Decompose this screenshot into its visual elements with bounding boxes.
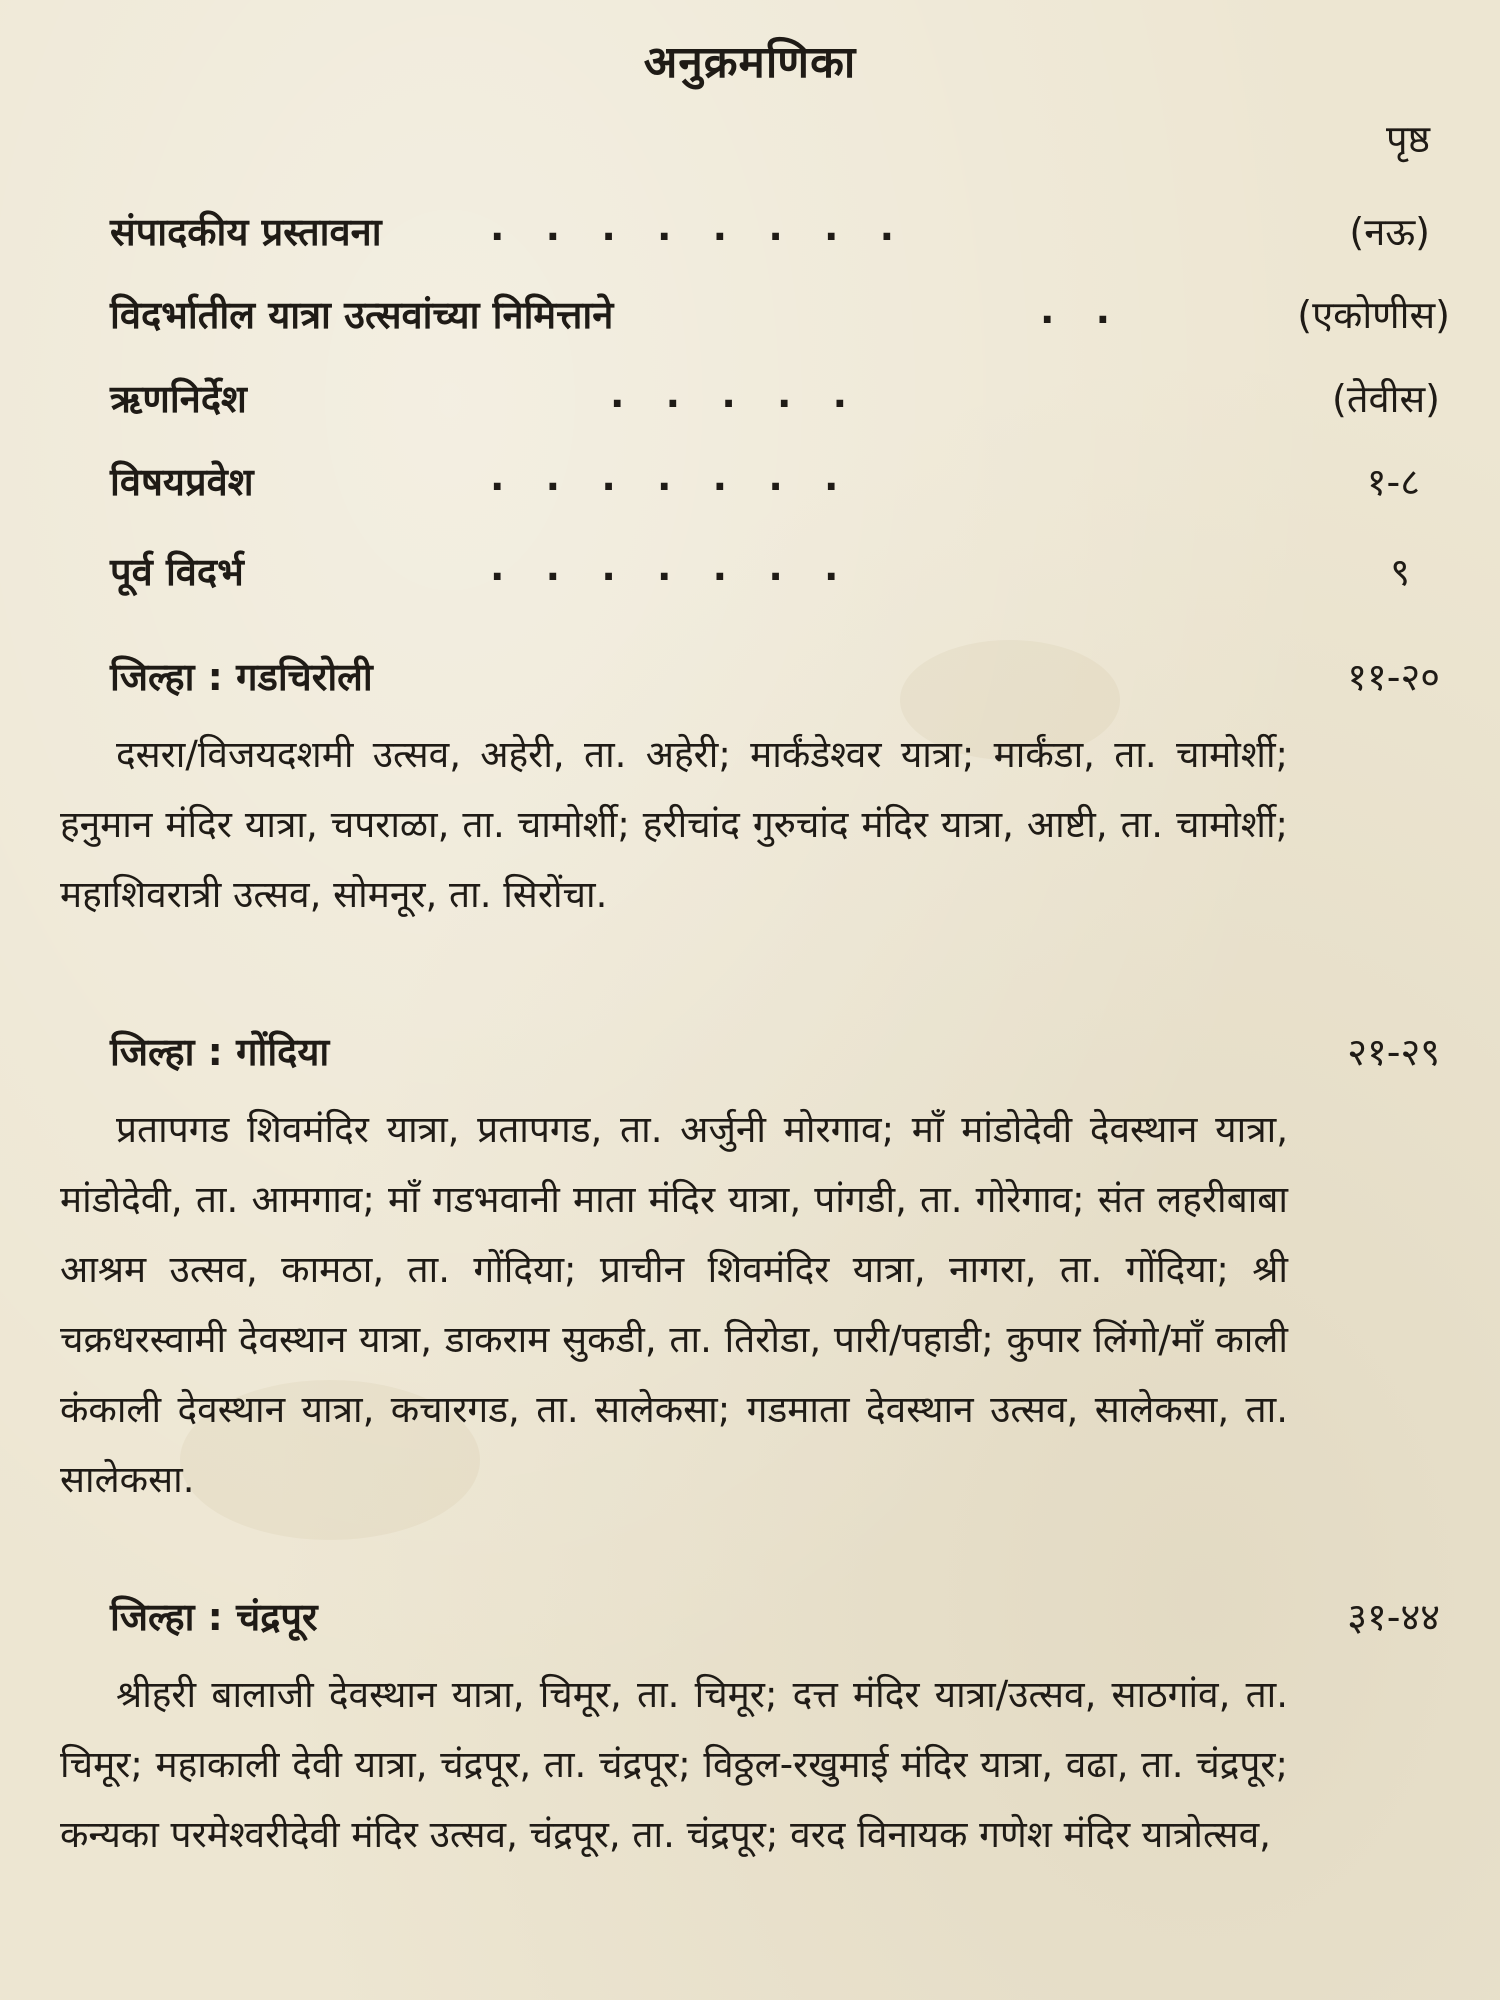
district-heading: जिल्हा : गडचिरोली — [110, 655, 373, 699]
toc-dots: . . . . . . . — [490, 455, 853, 499]
district-heading: जिल्हा : गोंदिया — [110, 1030, 330, 1074]
toc-page: (नऊ) — [1349, 210, 1430, 254]
toc-label: विदर्भातील यात्रा उत्सवांच्या निमित्ताने — [110, 293, 614, 337]
district-text: दसरा/विजयदशमी उत्सव, अहेरी, ता. अहेरी; मार्कंडेश्वर यात्रा; मार्कंडा, ता. चामोर्शी; हनुमान मंदिर यात्रा, चपराळा, ता. चामोर्शी; हरीचांद गुरुचांद मंदिर यात्रा, आष्टी, ता. चामोर्शी; महाशिवरात्री उत्सव, सोमनूर, ता. सिरोंचा. — [60, 733, 1288, 916]
toc-label: ऋणनिर्देश — [110, 377, 247, 421]
district-text: श्रीहरी बालाजी देवस्थान यात्रा, चिमूर, ता. चिमूर; दत्त मंदिर यात्रा/उत्सव, साठगांव, ता. चिमूर; महाकाली देवी यात्रा, चंद्रपूर, ता. चंद्रपूर; विठ्ठल-रखुमाई मंदिर यात्रा, वढा, ता. चंद्रपूर; कन्यका परमेश्वरीदेवी मंदिर उत्सव, चंद्रपूर, ता. चंद्रपूर; वरद विनायक गणेश मंदिर यात्रोत्सव, — [60, 1673, 1288, 1856]
toc-label: विषयप्रवेश — [110, 460, 254, 504]
district-pages: ३१-४४ — [1347, 1595, 1440, 1639]
district-text: प्रतापगड शिवमंदिर यात्रा, प्रतापगड, ता. अर्जुनी मोरगाव; माँ मांडोदेवी देवस्थान यात्रा, मांडोदेवी, ता. आमगाव; माँ गडभवानी माता मंदिर यात्रा, पांगडी, ता. गोरेगाव; संत लहरीबाबा आश्रम उत्सव, कामठा, ता. गोंदिया; प्राचीन शिवमंदिर यात्रा, नागरा, ता. गोंदिया; श्री चक्रधरस्वामी देवस्थान यात्रा, डाकराम सुकडी, ता. तिरोडा, पारी/पहाडी; कुपार लिंगो/माँ काली कंकाली देवस्थान यात्रा, कचारगड, ता. सालेकसा; गडमाता देवस्थान उत्सव, सालेकसा, ता. सालेकसा. — [60, 1108, 1288, 1501]
district-heading: जिल्हा : चंद्रपूर — [110, 1595, 318, 1639]
toc-dots: . . — [1040, 288, 1125, 332]
toc-label: संपादकीय प्रस्तावना — [110, 210, 382, 254]
toc-row — [110, 545, 1440, 601]
toc-row — [110, 455, 1440, 511]
toc-dots: . . . . . — [610, 372, 862, 416]
page-column-header: पृष्ठ — [1386, 117, 1430, 161]
page-title: अनुक्रमणिका — [643, 37, 857, 88]
toc-row — [110, 372, 1440, 428]
district-pages: २१-२९ — [1347, 1030, 1440, 1074]
toc-row — [110, 205, 1440, 261]
toc-dots: . . . . . . . . — [490, 205, 909, 249]
toc-row — [110, 288, 1450, 344]
toc-page: (एकोणीस) — [1297, 293, 1450, 337]
toc-dots: . . . . . . . — [490, 545, 853, 589]
toc-page: (तेवीस) — [1332, 377, 1440, 421]
district-pages: ११-२० — [1347, 655, 1440, 699]
toc-label: पूर्व विदर्भ — [110, 550, 244, 594]
toc-page: १-८ — [1366, 460, 1420, 504]
toc-page: ९ — [1390, 550, 1410, 594]
